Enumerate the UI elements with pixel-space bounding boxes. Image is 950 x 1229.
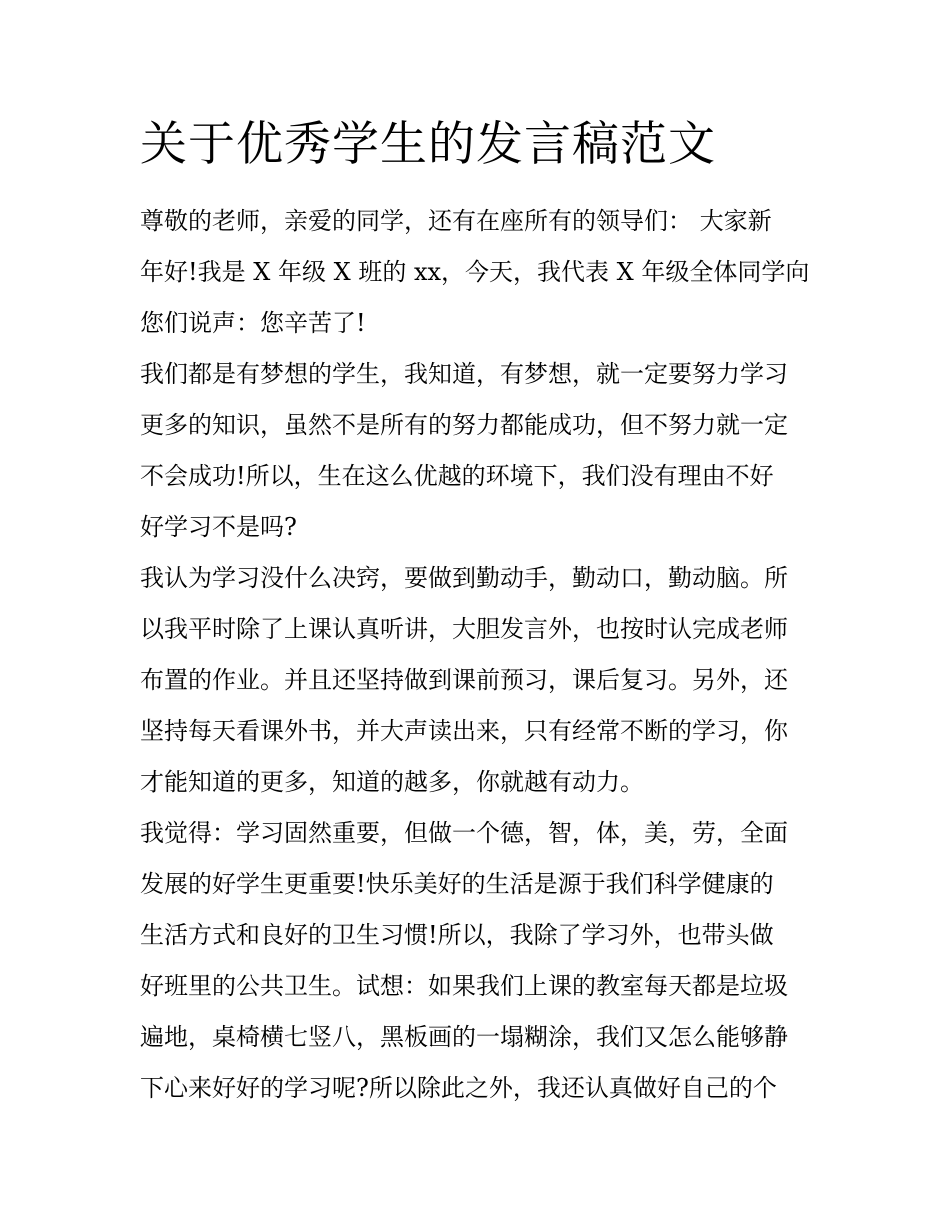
text-line: 我觉得：学习固然重要，但做一个德，智，体，美，劳，全面: [140, 819, 788, 847]
text-line: 更多的知识，虽然不是所有的努力都能成功，但不努力就一定: [140, 411, 788, 439]
text-line: 以我平时除了上课认真听讲，大胆发言外，也按时认完成老师: [140, 615, 788, 643]
text-line: 不会成功!所以，生在这么优越的环境下，我们没有理由不好: [140, 462, 774, 490]
text-line: 遍地，桌椅横七竖八，黑板画的一塌糊涂，我们又怎么能够静: [140, 1023, 788, 1051]
text-line: 坚持每天看课外书，并大声读出来，只有经常不断的学习，你: [140, 717, 788, 745]
text-line: 尊敬的老师，亲爱的同学，还有在座所有的领导们： 大家新: [140, 207, 772, 235]
document-title: 关于优秀学生的发言稿范文: [140, 117, 716, 172]
text-line: 生活方式和良好的卫生习惯!所以，我除了学习外，也带头做: [140, 921, 774, 949]
document-body: [140, 196, 820, 1114]
text-line: 布置的作业。并且还坚持做到课前预习，课后复习。另外，还: [140, 666, 788, 694]
text-line: 好班里的公共卫生。试想：如果我们上课的教室每天都是垃圾: [140, 972, 788, 1000]
text-line: 年好!我是 X 年级 X 班的 xx，今天，我代表 X 年级全体同学向: [140, 258, 810, 286]
text-line: 好学习不是吗?: [140, 513, 297, 541]
text-line: 才能知道的更多，知道的越多，你就越有动力。: [140, 768, 644, 796]
text-line: 我认为学习没什么决窍，要做到勤动手，勤动口，勤动脑。所: [140, 564, 788, 592]
text-line: 我们都是有梦想的学生，我知道，有梦想，就一定要努力学习: [140, 360, 788, 388]
text-line: 您们说声：您辛苦了!: [140, 309, 366, 337]
text-line: 下心来好好的学习呢?所以除此之外，我还认真做好自己的个: [140, 1074, 777, 1102]
text-line: 发展的好学生更重要!快乐美好的生活是源于我们科学健康的: [140, 870, 774, 898]
